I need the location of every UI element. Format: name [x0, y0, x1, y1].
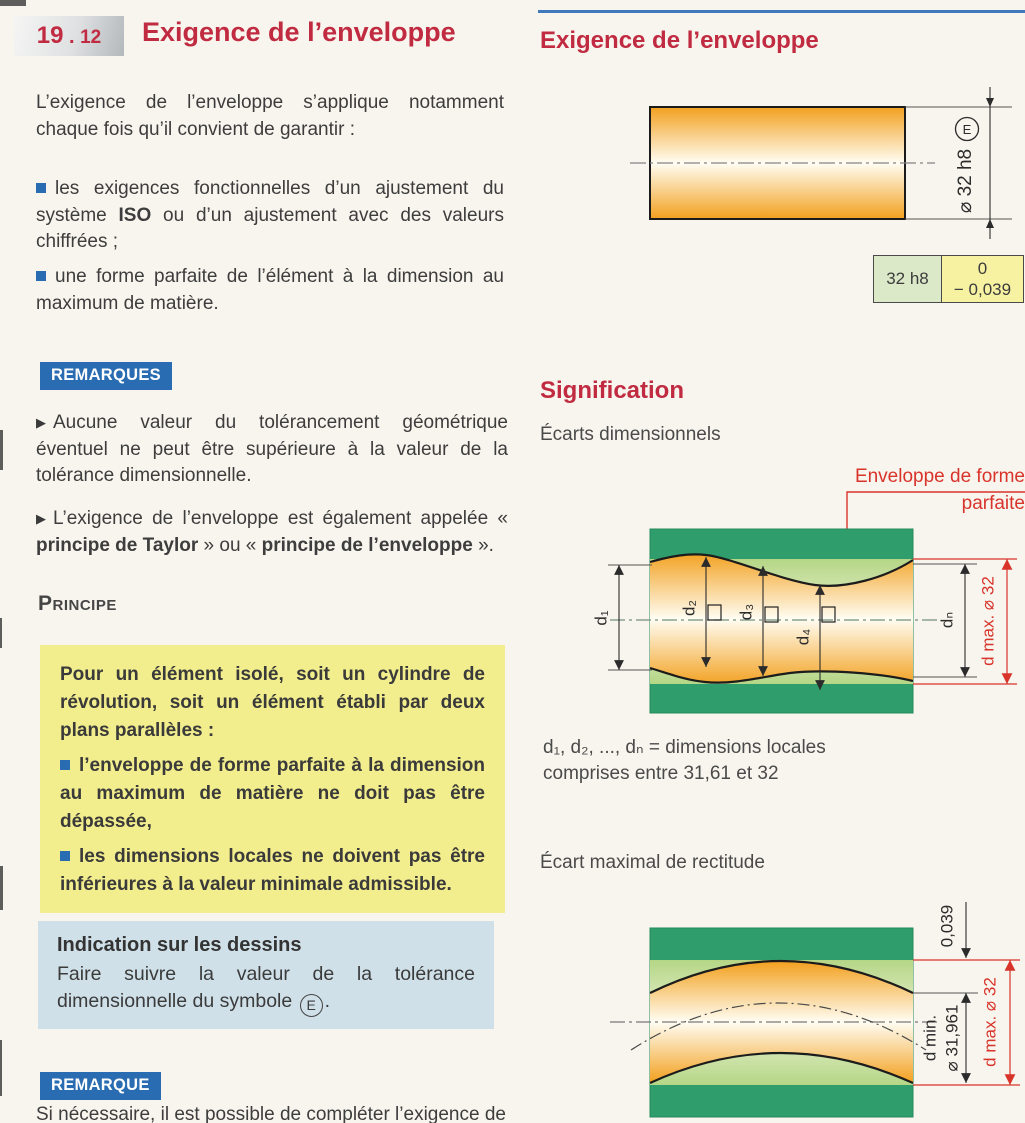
- dimension-d1: [591, 565, 652, 670]
- subtitle-rectitude: Écart maximal de rectitude: [540, 852, 765, 873]
- svg-text:d₁: d₁: [591, 610, 611, 626]
- svg-text:d₃: d₃: [736, 603, 756, 621]
- square-bullet-icon: [60, 760, 70, 770]
- remark-item-1: ▶ Aucune valeur du tolérancement géométrique éventuel ne peut être supérieure à la valeur de la tolérance dimensionnelle.: [36, 412, 508, 486]
- scan-artifact: [0, 0, 26, 6]
- scan-artifact: [0, 866, 3, 910]
- principe-intro: Pour un élément isolé, soit un cylindre de révolution, soit un élément établi par deux plans parallèles :: [60, 664, 485, 741]
- section-number: 19: [36, 22, 64, 49]
- envelope-callout-line2: parfaite: [961, 493, 1025, 514]
- right-column-title: Exigence de l’enveloppe: [540, 27, 819, 54]
- dimension-straightness: [937, 902, 966, 958]
- bullet-item-2: une forme parfaite de l’élément à la dimension au maximum de matière.: [36, 266, 504, 314]
- lower-deviation: − 0,039: [953, 280, 1012, 299]
- upper-deviation: 0: [977, 259, 988, 278]
- remark-item-2: ▶ L’exigence de l’enveloppe est également appelée « principe de Taylor » ou « principe de l’enveloppe ».: [36, 508, 508, 556]
- principe-highlight-box: [40, 645, 505, 913]
- scan-artifact: [0, 430, 3, 470]
- principe-heading: Principe: [38, 592, 117, 615]
- envelope-callout-line1: Enveloppe de forme: [854, 466, 1025, 487]
- svg-text:d max. ⌀ 32: d max. ⌀ 32: [978, 576, 998, 666]
- intro-paragraph: L’exigence de l’enveloppe s’applique notamment chaque fois qu’il convient de garantir :: [36, 92, 504, 140]
- svg-text:d₂: d₂: [679, 599, 699, 617]
- tolerance-designation-cell: 32 h8: [874, 256, 942, 302]
- page-title: Exigence de l’enveloppe: [142, 17, 456, 47]
- top-divider-rule: [538, 10, 1025, 13]
- square-bullet-icon: [60, 851, 70, 861]
- remarque-text: Si nécessaire, il est possible de compléter l’exigence de: [36, 1104, 506, 1123]
- svg-text:d₄: d₄: [793, 628, 813, 646]
- cylinder-drawing: [600, 80, 1020, 250]
- tolerance-values-cell: [942, 256, 1023, 302]
- square-bullet-icon: [36, 183, 46, 193]
- svg-text:dₙ: dₙ: [937, 611, 957, 629]
- scan-artifact: [0, 618, 2, 648]
- indication-title: Indication sur les dessins: [57, 934, 302, 956]
- tolerance-table: [873, 255, 1024, 303]
- square-bullet-icon: [36, 271, 46, 281]
- triangle-bullet-icon: ▶: [36, 511, 46, 526]
- scan-artifact: [0, 1040, 2, 1096]
- envelope-symbol: E: [962, 122, 972, 137]
- indication-box: [38, 921, 494, 1029]
- straightness-drawing: [580, 890, 1025, 1123]
- remarque-badge: REMARQUE: [40, 1072, 161, 1100]
- signification-heading: Signification: [540, 377, 684, 404]
- remarques-badge: REMARQUES: [40, 362, 172, 390]
- svg-text:d max. ⌀ 32: d max. ⌀ 32: [980, 977, 1000, 1067]
- indication-text: Faire suivre la valeur de la tolérance dimensionnelle du symbole E .: [57, 961, 475, 1017]
- bullet-item-1: les exigences fonctionnelles d’un ajustement du système ISO ou d’un ajustement avec des valeurs chiffrées ;: [36, 178, 504, 252]
- dimension-dmin: [913, 993, 978, 1083]
- principe-bullet-1: l’enveloppe de forme parfaite à la dimension au maximum de matière ne doit pas être dépassée,: [60, 755, 485, 832]
- envelope-symbol-icon: E: [300, 994, 323, 1017]
- subtitle-ecarts: Écarts dimensionnels: [540, 424, 721, 445]
- triangle-bullet-icon: ▶: [36, 415, 46, 430]
- local-dimensions-caption: d₁, d₂, ..., dₙ = dimensions locales comprises entre 31,61 et 32: [543, 737, 826, 784]
- svg-text:d min.: d min.: [920, 1014, 940, 1062]
- svg-text:⌀ 31,961: ⌀ 31,961: [942, 1004, 962, 1072]
- svg-text:0,039: 0,039: [937, 904, 957, 948]
- principe-bullet-2: les dimensions locales ne doivent pas être inférieures à la valeur minimale admissible.: [60, 846, 485, 895]
- section-number-badge: 19 . 12: [14, 16, 124, 56]
- diameter-dimension-label: ⌀ 32 h8: [955, 148, 977, 214]
